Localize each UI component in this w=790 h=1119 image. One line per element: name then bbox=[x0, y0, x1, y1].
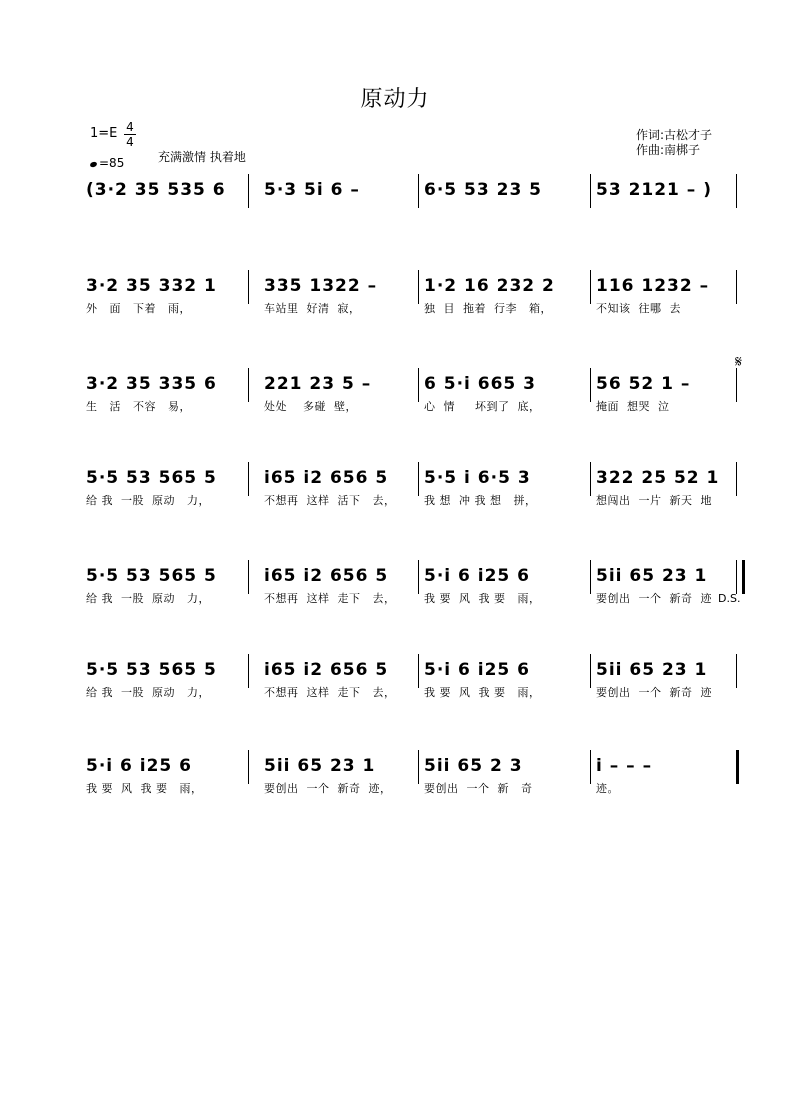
barline bbox=[418, 368, 419, 402]
barline bbox=[418, 750, 419, 784]
measure-notes: i65 i2 656 5 bbox=[264, 566, 389, 586]
measure-lyrics: 给 我 一股 原动 力， bbox=[86, 686, 210, 699]
barline bbox=[418, 270, 419, 304]
barline bbox=[590, 270, 591, 304]
measure-notes: 335 1322 – bbox=[264, 276, 378, 296]
measure-lyrics: 不想再 这样 活下 去， bbox=[264, 494, 396, 507]
measure-notes: 56 52 1 – bbox=[596, 374, 691, 394]
score-system bbox=[0, 566, 790, 626]
dal-segno-mark: D.S. bbox=[718, 592, 741, 605]
time-signature-top: 4 bbox=[126, 120, 134, 134]
measure-notes: 6·5 53 23 5 bbox=[424, 180, 543, 200]
score-system bbox=[0, 352, 790, 434]
measure-lyrics: 独 目 拖着 行李 箱， bbox=[424, 302, 552, 315]
measure-lyrics: 我 要 风 我 要 雨， bbox=[86, 782, 203, 795]
measure-lyrics: 心 情 坏到了 底， bbox=[424, 400, 541, 413]
barline bbox=[248, 270, 249, 304]
measure-notes: 221 23 5 – bbox=[264, 374, 372, 394]
measure-notes: 5·5 i 6·5 3 bbox=[424, 468, 531, 488]
measure-notes: 5·3 5i 6 – bbox=[264, 180, 360, 200]
time-signature bbox=[124, 120, 136, 149]
barline bbox=[590, 750, 591, 784]
measure-lyrics: 车站里 好清 寂， bbox=[264, 302, 361, 315]
measure-lyrics: 要创出 一个 新 奇 bbox=[424, 782, 533, 795]
barline bbox=[248, 462, 249, 496]
measure-lyrics: 外 面 下着 雨， bbox=[86, 302, 191, 315]
measure-notes: 1·2 16 232 2 bbox=[424, 276, 555, 296]
lyricist-credit: 作词:古松才子 bbox=[636, 128, 713, 142]
measure-notes: 3·2 35 332 1 bbox=[86, 276, 217, 296]
repeat-barline bbox=[742, 560, 745, 594]
barline bbox=[590, 462, 591, 496]
barline bbox=[590, 560, 591, 594]
measure-notes: 322 25 52 1 bbox=[596, 468, 720, 488]
measure-lyrics: 迹。 bbox=[596, 782, 619, 795]
measure-notes: 5·i 6 i25 6 bbox=[424, 660, 531, 680]
measure-notes: 5ii 65 23 1 bbox=[596, 660, 708, 680]
credits bbox=[636, 128, 712, 158]
barline bbox=[418, 462, 419, 496]
tempo-value: =85 bbox=[99, 156, 125, 170]
measure-lyrics: 掩面 想哭 泣 bbox=[596, 400, 670, 413]
measure-notes: i – – – bbox=[596, 756, 653, 776]
song-title: 原动力 bbox=[360, 87, 430, 112]
time-signature-bottom: 4 bbox=[124, 134, 136, 149]
barline bbox=[248, 750, 249, 784]
score-system bbox=[0, 276, 790, 336]
score-system bbox=[0, 756, 790, 816]
barline bbox=[736, 462, 737, 496]
key-signature: 1=E bbox=[90, 126, 118, 141]
measure-notes: 5ii 65 23 1 bbox=[264, 756, 376, 776]
measure-lyrics: 给 我 一股 原动 力， bbox=[86, 592, 210, 605]
barline bbox=[736, 270, 737, 304]
measure-notes: 116 1232 – bbox=[596, 276, 710, 296]
tempo-mark bbox=[90, 156, 124, 170]
score-system bbox=[0, 660, 790, 720]
measure-lyrics: 我 要 风 我 要 雨， bbox=[424, 592, 541, 605]
measure-notes: 5·5 53 565 5 bbox=[86, 660, 217, 680]
measure-lyrics: 要创出 一个 新奇 迹 bbox=[596, 592, 712, 605]
measure-notes: 5·5 53 565 5 bbox=[86, 566, 217, 586]
measure-notes: i65 i2 656 5 bbox=[264, 660, 389, 680]
measure-notes: 6 5·i 665 3 bbox=[424, 374, 537, 394]
barline bbox=[736, 174, 737, 208]
measure-notes: 5·5 53 565 5 bbox=[86, 468, 217, 488]
measure-lyrics: 生 活 不容 易， bbox=[86, 400, 191, 413]
measure-notes: 3·2 35 335 6 bbox=[86, 374, 217, 394]
final-barline bbox=[736, 750, 739, 784]
measure-lyrics: 想闯出 一片 新天 地 bbox=[596, 494, 712, 507]
measure-notes: 53 2121 – ) bbox=[596, 180, 712, 200]
barline bbox=[418, 560, 419, 594]
measure-notes: 5·i 6 i25 6 bbox=[86, 756, 193, 776]
measure-lyrics: 不想再 这样 走下 去， bbox=[264, 592, 396, 605]
barline bbox=[590, 654, 591, 688]
measure-notes: 5·i 6 i25 6 bbox=[424, 566, 531, 586]
measure-notes: i65 i2 656 5 bbox=[264, 468, 389, 488]
measure-lyrics: 处处 多碰 壁， bbox=[264, 400, 357, 413]
measure-lyrics: 要创出 一个 新奇 迹， bbox=[264, 782, 392, 795]
measure-lyrics: 我 要 风 我 要 雨， bbox=[424, 686, 541, 699]
measure-notes: 5ii 65 23 1 bbox=[596, 566, 708, 586]
barline bbox=[590, 174, 591, 208]
barline bbox=[248, 654, 249, 688]
barline bbox=[590, 368, 591, 402]
barline bbox=[248, 174, 249, 208]
barline bbox=[736, 368, 737, 402]
measure-lyrics: 要创出 一个 新奇 迹 bbox=[596, 686, 712, 699]
barline bbox=[418, 654, 419, 688]
measure-lyrics: 我 想 冲 我 想 拼， bbox=[424, 494, 537, 507]
barline bbox=[418, 174, 419, 208]
barline bbox=[248, 560, 249, 594]
barline bbox=[736, 654, 737, 688]
measure-lyrics: 不知该 往哪 去 bbox=[596, 302, 681, 315]
score-system bbox=[0, 180, 790, 240]
score-system bbox=[0, 468, 790, 528]
expression-mark: 充满激情 执着地 bbox=[158, 150, 246, 164]
barline bbox=[736, 560, 737, 594]
measure-notes: 5ii 65 2 3 bbox=[424, 756, 523, 776]
quarter-note-icon bbox=[89, 161, 97, 168]
segno-icon: 𝄋 bbox=[735, 352, 742, 371]
measure-lyrics: 给 我 一股 原动 力， bbox=[86, 494, 210, 507]
composer-credit: 作曲:南梆子 bbox=[636, 143, 701, 157]
barline bbox=[248, 368, 249, 402]
measure-notes: (3·2 35 535 6 bbox=[86, 180, 226, 200]
measure-lyrics: 不想再 这样 走下 去， bbox=[264, 686, 396, 699]
